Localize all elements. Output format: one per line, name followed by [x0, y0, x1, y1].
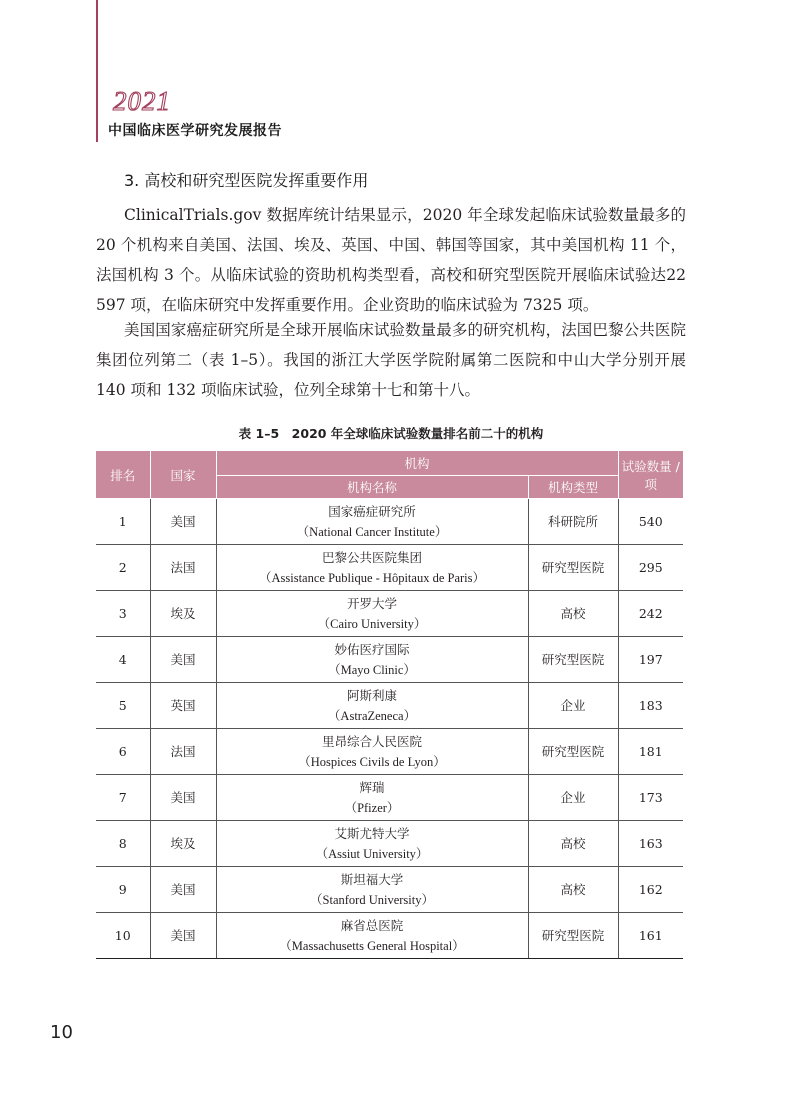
trial-count-cell: 173 — [618, 775, 683, 821]
institution-name-cn: 麻省总医院 — [340, 917, 404, 933]
institution-name-cn: 国家癌症研究所 — [328, 503, 416, 519]
rank-cell: 1 — [96, 499, 150, 545]
institution-type-cell: 高校 — [528, 867, 618, 913]
institution-type-cell: 研究型医院 — [528, 545, 618, 591]
institution-name-cell — [216, 499, 528, 545]
institution-type-cell: 研究型医院 — [528, 637, 618, 683]
rank-cell: 6 — [96, 729, 150, 775]
trial-count-cell: 162 — [618, 867, 683, 913]
institution-name-cn: 妙佑医疗国际 — [334, 641, 410, 657]
institution-name-cell — [216, 867, 528, 913]
institution-name-cell — [216, 821, 528, 867]
institution-name-cell — [216, 591, 528, 637]
institution-name-en: （National Cancer Institute） — [296, 524, 448, 539]
rank-cell: 8 — [96, 821, 150, 867]
institution-type-cell: 高校 — [528, 821, 618, 867]
header-accent-line — [96, 0, 98, 142]
country-cell: 美国 — [150, 867, 216, 913]
section-heading: 3. 高校和研究型医院发挥重要作用 — [124, 171, 369, 190]
institution-name-cell — [216, 637, 528, 683]
country-cell: 英国 — [150, 683, 216, 729]
country-cell: 美国 — [150, 913, 216, 959]
institution-type-cell: 企业 — [528, 683, 618, 729]
country-cell: 埃及 — [150, 821, 216, 867]
table-row — [96, 683, 683, 729]
institution-type-cell: 科研院所 — [528, 499, 618, 545]
table-row — [96, 867, 683, 913]
institution-name-en: （Stanford University） — [310, 892, 434, 907]
institution-name-en: （Assiut University） — [315, 846, 429, 861]
table-row — [96, 637, 683, 683]
country-cell: 美国 — [150, 775, 216, 821]
country-cell: 美国 — [150, 637, 216, 683]
institution-name-en: （Pfizer） — [344, 800, 400, 815]
rank-cell: 5 — [96, 683, 150, 729]
institutions-table — [96, 451, 683, 959]
institution-name-en: （Assistance Publique - Hôpitaux de Paris） — [258, 570, 485, 585]
trial-count-cell: 242 — [618, 591, 683, 637]
table-row — [96, 591, 683, 637]
institution-name-cn: 辉瑞 — [359, 779, 385, 795]
institution-name-cell — [216, 683, 528, 729]
institution-name-cell — [216, 775, 528, 821]
trial-count-cell: 163 — [618, 821, 683, 867]
table-row — [96, 499, 683, 545]
institution-type-cell: 研究型医院 — [528, 729, 618, 775]
country-cell: 美国 — [150, 499, 216, 545]
table-row — [96, 821, 683, 867]
trial-count-cell: 295 — [618, 545, 683, 591]
rank-cell: 9 — [96, 867, 150, 913]
rank-cell: 3 — [96, 591, 150, 637]
rank-cell: 10 — [96, 913, 150, 959]
institution-name-en: （Massachusetts General Hospital） — [279, 938, 465, 953]
header-count: 试验数量 / 项 — [618, 451, 683, 499]
institution-name-cn: 里昂综合人民医院 — [321, 733, 422, 749]
institution-name-cn: 艾斯尤特大学 — [334, 825, 410, 841]
institution-name-cn: 斯坦福大学 — [340, 871, 404, 887]
rank-cell: 7 — [96, 775, 150, 821]
institution-type-cell: 企业 — [528, 775, 618, 821]
trial-count-cell: 540 — [618, 499, 683, 545]
table-row — [96, 775, 683, 821]
trial-count-cell: 183 — [618, 683, 683, 729]
page-number: 10 — [50, 1022, 73, 1043]
institution-name-cell — [216, 545, 528, 591]
institution-name-en: （AstraZeneca） — [327, 708, 417, 723]
table-row — [96, 545, 683, 591]
rank-cell: 2 — [96, 545, 150, 591]
table-row — [96, 729, 683, 775]
country-cell: 法国 — [150, 729, 216, 775]
trial-count-cell: 161 — [618, 913, 683, 959]
country-cell: 法国 — [150, 545, 216, 591]
header-name: 机构名称 — [216, 476, 528, 499]
country-cell: 埃及 — [150, 591, 216, 637]
paragraph-2: 美国国家癌症研究所是全球开展临床试验数量最多的研究机构，法国巴黎公共医院集团位列第二（表 1–5）。我国的浙江大学医学院附属第二医院和中山大学分别开展 140 项和 132 项临床试验，位列全球第十七和第十八。 — [96, 321, 686, 399]
institution-type-cell: 研究型医院 — [528, 913, 618, 959]
institution-name-en: （Mayo Clinic） — [328, 662, 416, 677]
trial-count-cell: 197 — [618, 637, 683, 683]
institution-name-en: （Cairo University） — [317, 616, 427, 631]
rank-cell: 4 — [96, 637, 150, 683]
header-institution: 机构 — [216, 451, 618, 476]
header-type: 机构类型 — [528, 476, 618, 499]
paragraph-1: ClinicalTrials.gov 数据库统计结果显示，2020 年全球发起临床试验数量最多的20 个机构来自美国、法国、埃及、英国、中国、韩国等国家，其中美国机构 11 个，法国机构 3 个。从临床试验的资助机构类型看，高校和研究型医院开展临床试验达22 597 项，在临床研究中发挥重要作用。企业资助的临床试验为 7325 项。 — [96, 206, 686, 314]
table-caption: 表 1–5 2020 年全球临床试验数量排名前二十的机构 — [238, 426, 544, 441]
institution-name-cn: 阿斯利康 — [346, 687, 397, 703]
report-year: 2021 — [113, 86, 171, 116]
header-rank: 排名 — [96, 451, 150, 499]
trial-count-cell: 181 — [618, 729, 683, 775]
report-title: 中国临床医学研究发展报告 — [108, 123, 282, 139]
institution-name-cell — [216, 913, 528, 959]
table-row — [96, 913, 683, 959]
institution-name-en: （Hospices Civils de Lyon） — [298, 754, 446, 769]
institution-name-cn: 开罗大学 — [346, 595, 397, 611]
institution-type-cell: 高校 — [528, 591, 618, 637]
institution-name-cn: 巴黎公共医院集团 — [321, 549, 422, 565]
header-country: 国家 — [150, 451, 216, 499]
institution-name-cell — [216, 729, 528, 775]
